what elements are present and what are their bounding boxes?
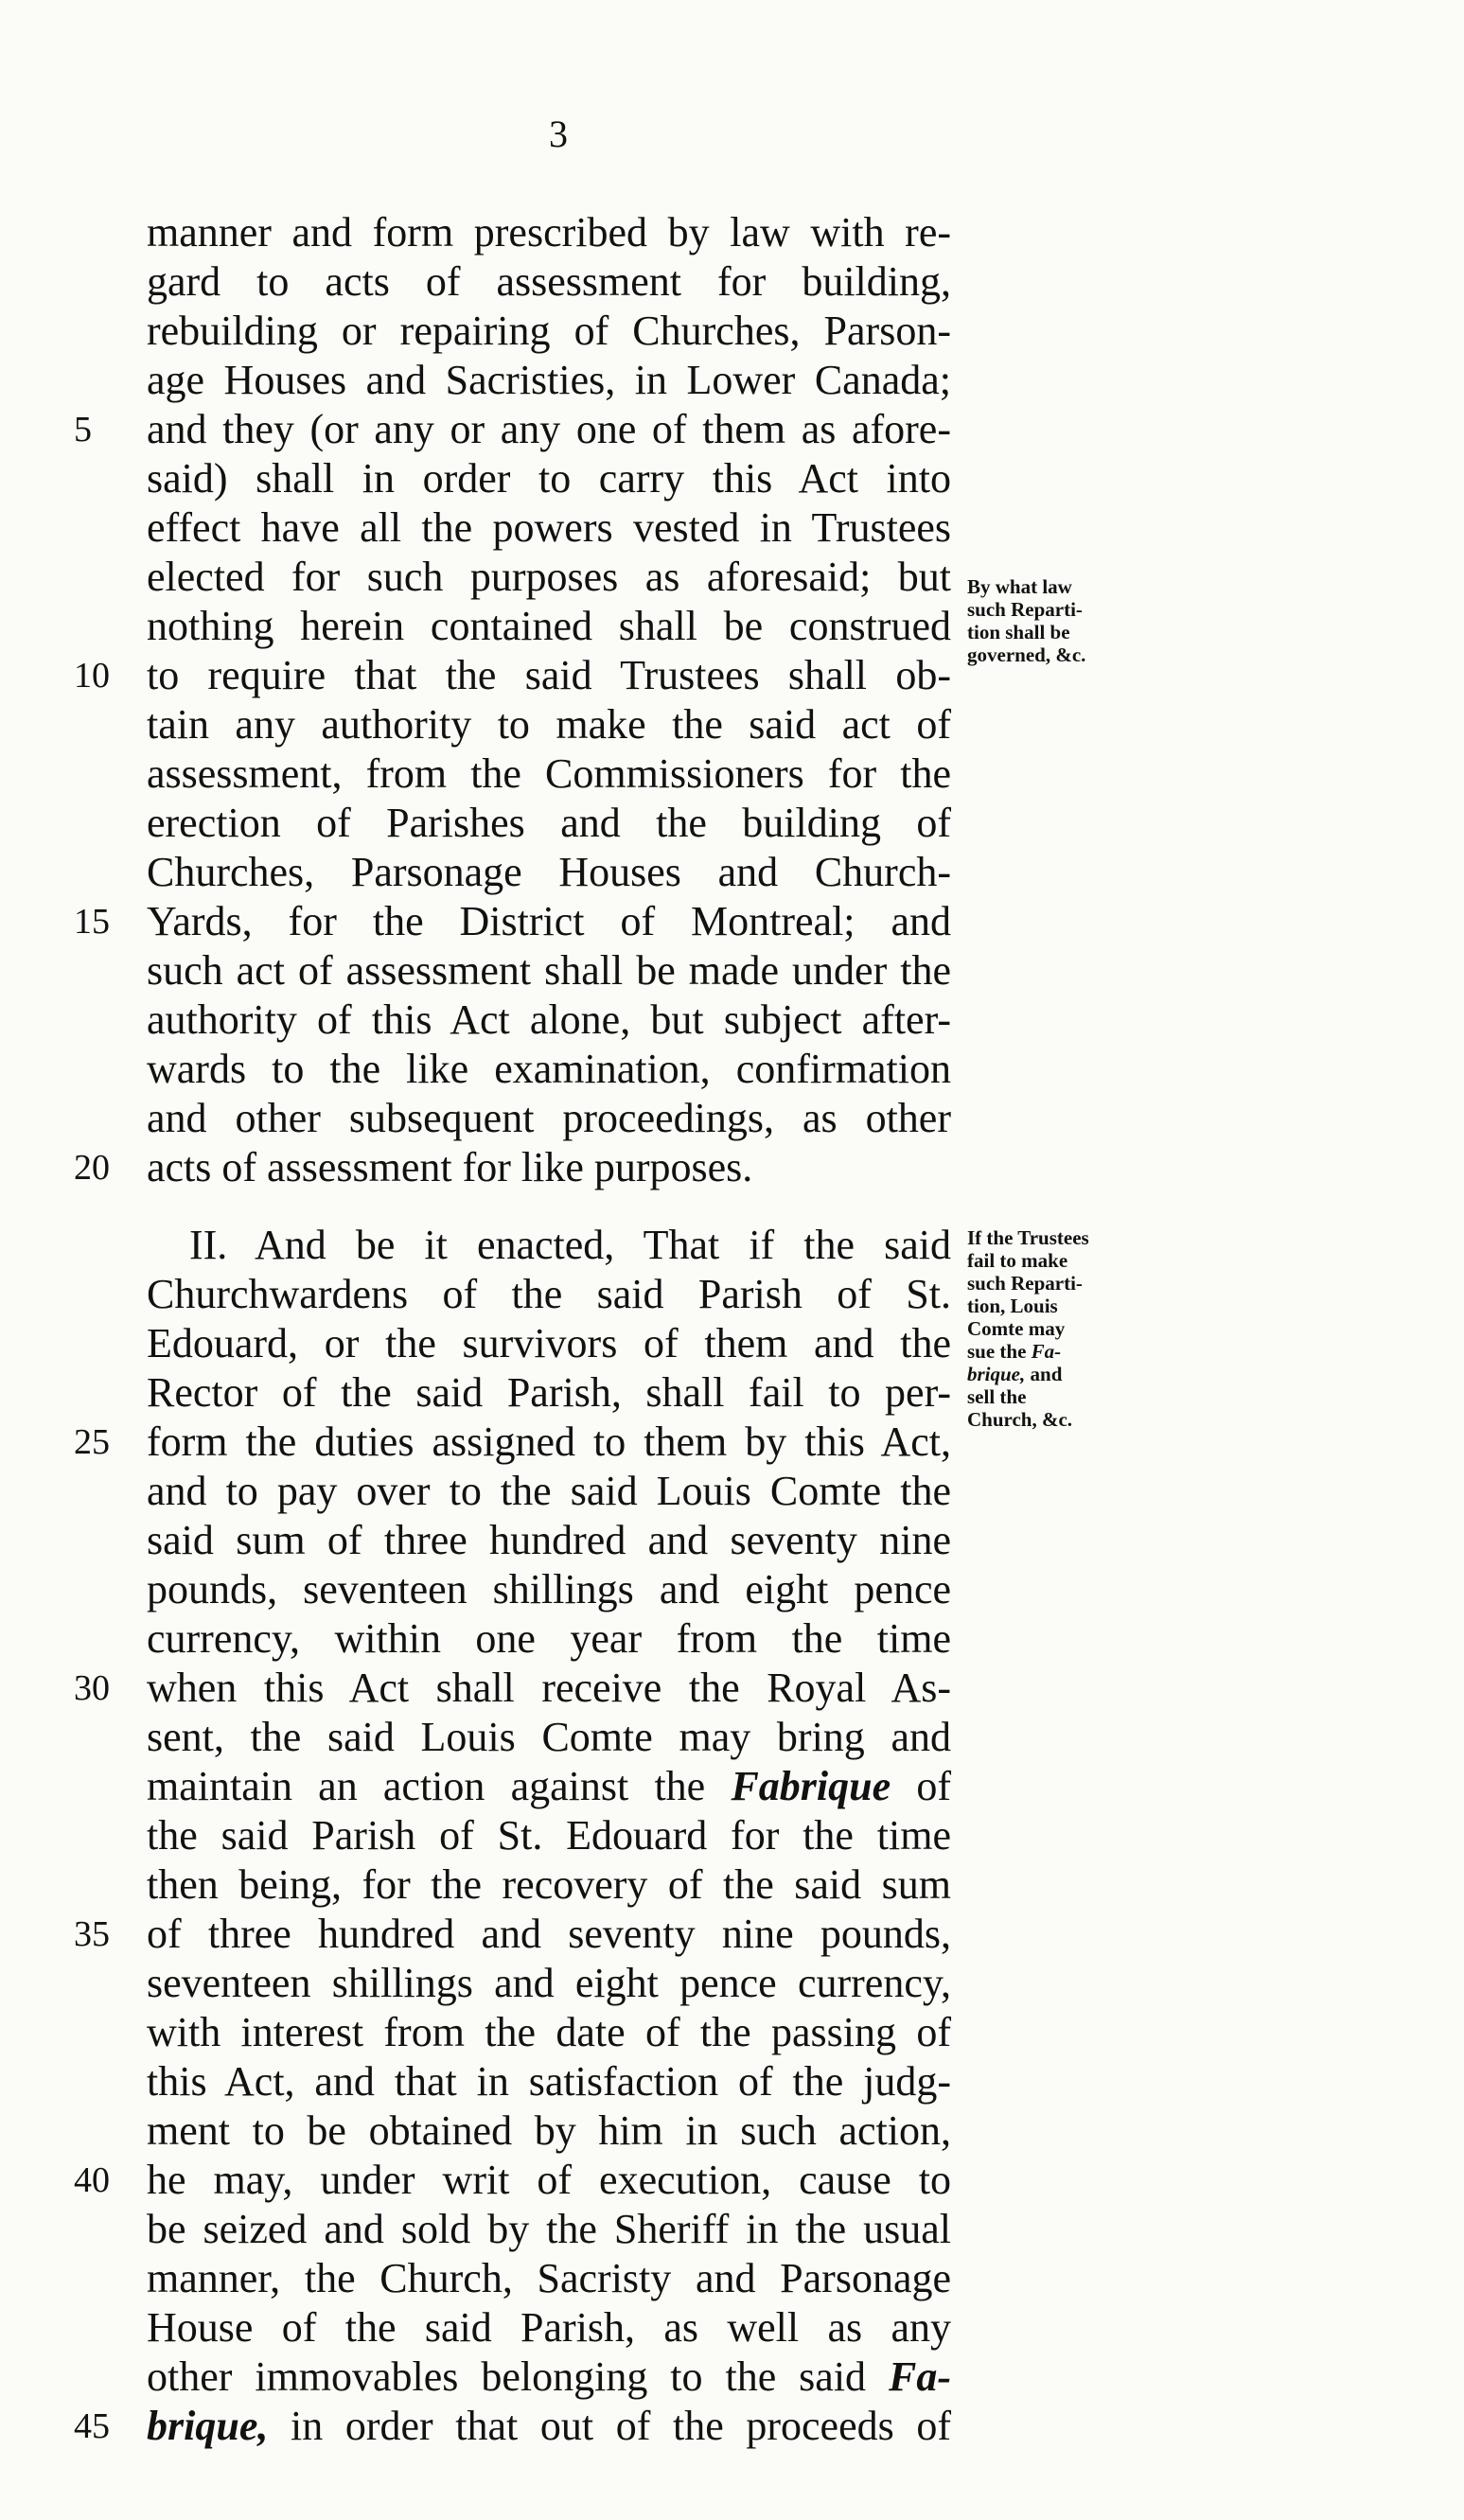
text-line: said) shall in order to carry this Act into	[147, 455, 951, 502]
text-line: authority of this Act alone, but subject after-	[147, 996, 951, 1043]
line-number: 10	[74, 656, 110, 696]
text-line: with interest from the date of the passing of	[147, 2009, 951, 2055]
italic-term: brique,	[967, 1363, 1026, 1385]
text-line: gard to acts of assessment for building,	[147, 258, 951, 305]
text-segment: other immovables belonging to the said	[147, 2353, 867, 2400]
italic-term: Fabrique	[731, 1763, 891, 1809]
text-line: erection of Parishes and the building of	[147, 800, 951, 846]
text-line	[147, 2353, 951, 2402]
italic-term: Fa-	[889, 2353, 951, 2400]
line-number: 25	[74, 1422, 110, 1462]
text-line: Rector of the said Parish, shall fail to per-	[147, 1369, 951, 1416]
text-line: and other subsequent proceedings, as other	[147, 1095, 951, 1141]
text-line: form the duties assigned to them by this Act,	[147, 1419, 951, 1465]
text-line: he may, under writ of execution, cause to	[147, 2157, 951, 2203]
text-line: the said Parish of St. Edouard for the time	[147, 1812, 951, 1859]
text-line: Yards, for the District of Montreal; and	[147, 898, 951, 944]
text-line: when this Act shall receive the Royal As-	[147, 1665, 951, 1711]
line-number: 40	[74, 2160, 110, 2200]
text-segment: in order that out of the proceeds of	[290, 2403, 952, 2449]
text-line: to require that the said Trustees shall ob-	[147, 652, 951, 698]
text-line: age Houses and Sacristies, in Lower Canada;	[147, 357, 951, 403]
text-line: such act of assessment shall be made under the	[147, 947, 951, 994]
text-segment: maintain an action against the	[147, 1763, 706, 1809]
text-line: pounds, seventeen shillings and eight pence	[147, 1566, 951, 1612]
italic-term: Fa-	[1031, 1340, 1062, 1363]
line-number: 20	[74, 1148, 110, 1188]
page-number: 3	[549, 113, 568, 155]
text-line: currency, within one year from the time	[147, 1615, 951, 1662]
text-line: ment to be obtained by him in such action,	[147, 2107, 951, 2154]
text-line: elected for such purposes as aforesaid; but	[147, 554, 951, 600]
line-number: 35	[74, 1914, 110, 1954]
margin-note-line	[967, 1340, 1166, 1363]
text-line: manner and form prescribed by law with re-	[147, 209, 951, 256]
text-segment: of	[916, 1763, 952, 1809]
text-line: said sum of three hundred and seventy nine	[147, 1517, 951, 1563]
text-line: seventeen shillings and eight pence currency,	[147, 1960, 951, 2006]
text-line: effect have all the powers vested in Trustees	[147, 504, 951, 551]
line-number: 15	[74, 902, 110, 942]
line-number: 30	[74, 1668, 110, 1708]
margin-note-line: fail to make	[967, 1249, 1068, 1272]
text-line: Churchwardens of the said Parish of St.	[147, 1271, 951, 1317]
text-line: then being, for the recovery of the said sum	[147, 1861, 951, 1908]
text-line: wards to the like examination, confirmation	[147, 1046, 951, 1092]
text-line: and to pay over to the said Louis Comte the	[147, 1468, 951, 1514]
text-line: this Act, and that in satisfaction of the judg-	[147, 2058, 951, 2105]
margin-note-segment: sue the	[967, 1340, 1027, 1363]
margin-note	[967, 1226, 1166, 1431]
margin-note-line: By what law	[967, 575, 1072, 598]
margin-note-line: governed, &c.	[967, 643, 1086, 666]
margin-note-line: Comte may	[967, 1317, 1066, 1340]
text-line: tain any authority to make the said act of	[147, 701, 951, 748]
text-line: be seized and sold by the Sheriff in the usual	[147, 2206, 951, 2252]
text-line	[147, 1762, 951, 1811]
text-line: sent, the said Louis Comte may bring and	[147, 1714, 951, 1760]
text-line: rebuilding or repairing of Churches, Parson-	[147, 308, 951, 354]
line-number: 45	[74, 2406, 110, 2446]
text-line: assessment, from the Commissioners for the	[147, 750, 951, 797]
text-line: acts of assessment for like purposes.	[147, 1144, 753, 1190]
italic-term: brique,	[147, 2403, 269, 2449]
line-number: 5	[74, 410, 92, 449]
text-line	[147, 2402, 951, 2451]
margin-note-line: sell the	[967, 1385, 1027, 1408]
margin-note	[967, 575, 1166, 666]
margin-note-line: tion, Louis	[967, 1295, 1058, 1317]
text-line: Edouard, or the survivors of them and the	[147, 1320, 951, 1366]
text-line: of three hundred and seventy nine pounds,	[147, 1911, 951, 1957]
margin-note-line: such Reparti-	[967, 598, 1083, 621]
text-line: and they (or any or any one of them as afore-	[147, 406, 951, 452]
text-line: nothing herein contained shall be construed	[147, 603, 951, 649]
text-line: Churches, Parsonage Houses and Church-	[147, 849, 951, 895]
margin-note-line: Church, &c.	[967, 1408, 1073, 1431]
text-line: II. And be it enacted, That if the said	[189, 1222, 951, 1268]
margin-note-segment: and	[1030, 1363, 1063, 1385]
text-line: House of the said Parish, as well as any	[147, 2304, 951, 2351]
margin-note-line: such Reparti-	[967, 1272, 1083, 1295]
margin-note-line: If the Trustees	[967, 1226, 1089, 1249]
margin-note-line	[967, 1363, 1166, 1385]
margin-note-line: tion shall be	[967, 621, 1070, 643]
text-line: manner, the Church, Sacristy and Parsonage	[147, 2255, 951, 2301]
